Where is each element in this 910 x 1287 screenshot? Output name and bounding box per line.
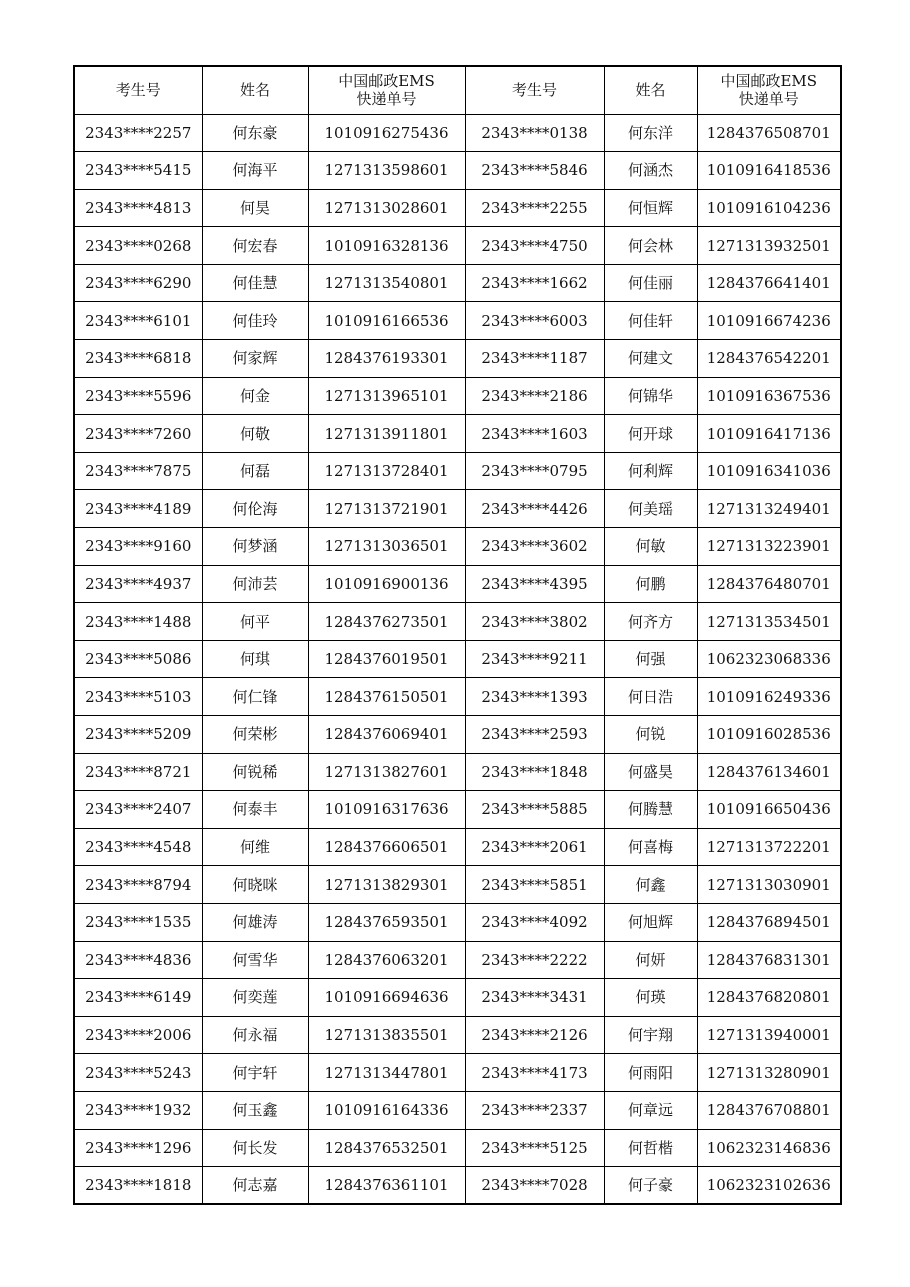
ems-number-cell-right: 1010916104236 bbox=[697, 189, 841, 227]
exam-number-cell-left: 2343****5596 bbox=[74, 377, 202, 415]
exam-number-cell-left: 2343****8721 bbox=[74, 753, 202, 791]
ems-number-cell-right: 1284376708801 bbox=[697, 1091, 841, 1129]
exam-number-cell-left: 2343****4937 bbox=[74, 565, 202, 603]
ems-number-cell-left: 1010916275436 bbox=[308, 114, 465, 152]
ems-number-cell-left: 1271313835501 bbox=[308, 1016, 465, 1054]
name-cell-left: 何梦涵 bbox=[202, 528, 308, 566]
exam-number-cell-right: 2343****2337 bbox=[465, 1091, 604, 1129]
ems-number-cell-right: 1284376820801 bbox=[697, 979, 841, 1017]
exam-number-cell-left: 2343****8794 bbox=[74, 866, 202, 904]
ems-number-cell-right: 1062323102636 bbox=[697, 1167, 841, 1205]
exam-number-cell-right: 2343****4173 bbox=[465, 1054, 604, 1092]
table-row bbox=[74, 753, 841, 791]
ems-number-cell-right: 1271313534501 bbox=[697, 603, 841, 641]
exam-number-cell-right: 2343****3431 bbox=[465, 979, 604, 1017]
header-exam-number-left: 考生号 bbox=[74, 66, 202, 114]
ems-number-cell-left: 1010916694636 bbox=[308, 979, 465, 1017]
ems-number-cell-left: 1010916166536 bbox=[308, 302, 465, 340]
table-row bbox=[74, 1016, 841, 1054]
name-cell-right: 何涵杰 bbox=[604, 152, 697, 190]
table-row bbox=[74, 1054, 841, 1092]
table-row bbox=[74, 979, 841, 1017]
ems-number-cell-right: 1284376542201 bbox=[697, 340, 841, 378]
ems-number-cell-left: 1271313028601 bbox=[308, 189, 465, 227]
exam-number-cell-right: 2343****4750 bbox=[465, 227, 604, 265]
table-row bbox=[74, 227, 841, 265]
name-cell-left: 何长发 bbox=[202, 1129, 308, 1167]
ems-number-cell-left: 1284376069401 bbox=[308, 716, 465, 754]
name-cell-right: 何佳轩 bbox=[604, 302, 697, 340]
exam-number-cell-right: 2343****2186 bbox=[465, 377, 604, 415]
ems-number-cell-right: 1010916418536 bbox=[697, 152, 841, 190]
exam-number-cell-left: 2343****1818 bbox=[74, 1167, 202, 1205]
name-cell-left: 何锐稀 bbox=[202, 753, 308, 791]
table-row bbox=[74, 903, 841, 941]
name-cell-right: 何锦华 bbox=[604, 377, 697, 415]
exam-number-cell-right: 2343****3602 bbox=[465, 528, 604, 566]
name-cell-left: 何佳玲 bbox=[202, 302, 308, 340]
name-cell-right: 何宇翔 bbox=[604, 1016, 697, 1054]
table-row bbox=[74, 114, 841, 152]
name-cell-left: 何雪华 bbox=[202, 941, 308, 979]
table-row bbox=[74, 152, 841, 190]
table-row bbox=[74, 828, 841, 866]
exam-number-cell-left: 2343****1488 bbox=[74, 603, 202, 641]
header-ems-line1: 中国邮政EMS bbox=[720, 72, 818, 91]
header-ems-line1: 中国邮政EMS bbox=[338, 72, 435, 91]
exam-number-cell-right: 2343****4092 bbox=[465, 903, 604, 941]
name-cell-right: 何喜梅 bbox=[604, 828, 697, 866]
ems-number-cell-left: 1284376361101 bbox=[308, 1167, 465, 1205]
exam-number-cell-left: 2343****4548 bbox=[74, 828, 202, 866]
exam-number-cell-left: 2343****2407 bbox=[74, 791, 202, 829]
exam-number-cell-left: 2343****9160 bbox=[74, 528, 202, 566]
ems-number-cell-right: 1010916650436 bbox=[697, 791, 841, 829]
ems-number-cell-left: 1284376193301 bbox=[308, 340, 465, 378]
table-body bbox=[74, 114, 841, 1204]
exam-number-cell-right: 2343****2126 bbox=[465, 1016, 604, 1054]
name-cell-right: 何鑫 bbox=[604, 866, 697, 904]
ems-number-cell-right: 1010916341036 bbox=[697, 452, 841, 490]
ems-number-cell-right: 1010916674236 bbox=[697, 302, 841, 340]
ems-number-cell-right: 1271313940001 bbox=[697, 1016, 841, 1054]
exam-number-cell-left: 2343****0268 bbox=[74, 227, 202, 265]
ems-number-cell-left: 1271313036501 bbox=[308, 528, 465, 566]
name-cell-right: 何建文 bbox=[604, 340, 697, 378]
name-cell-right: 何子豪 bbox=[604, 1167, 697, 1205]
name-cell-right: 何妍 bbox=[604, 941, 697, 979]
exam-number-cell-right: 2343****5851 bbox=[465, 866, 604, 904]
name-cell-left: 何雄涛 bbox=[202, 903, 308, 941]
ems-number-cell-right: 1010916367536 bbox=[697, 377, 841, 415]
name-cell-left: 何敬 bbox=[202, 415, 308, 453]
exam-number-cell-left: 2343****4813 bbox=[74, 189, 202, 227]
exam-number-cell-left: 2343****6101 bbox=[74, 302, 202, 340]
table-row bbox=[74, 1129, 841, 1167]
exam-number-cell-right: 2343****4426 bbox=[465, 490, 604, 528]
exam-number-cell-right: 2343****1603 bbox=[465, 415, 604, 453]
name-cell-left: 何泰丰 bbox=[202, 791, 308, 829]
ems-number-cell-right: 1284376480701 bbox=[697, 565, 841, 603]
table-row bbox=[74, 603, 841, 641]
exam-number-cell-left: 2343****7875 bbox=[74, 452, 202, 490]
table-row bbox=[74, 716, 841, 754]
name-cell-left: 何东豪 bbox=[202, 114, 308, 152]
exam-number-cell-left: 2343****5243 bbox=[74, 1054, 202, 1092]
ems-number-cell-right: 1271313932501 bbox=[697, 227, 841, 265]
ems-number-cell-left: 1271313911801 bbox=[308, 415, 465, 453]
ems-number-cell-right: 1062323068336 bbox=[697, 640, 841, 678]
exam-number-cell-left: 2343****6290 bbox=[74, 264, 202, 302]
name-cell-left: 何伦海 bbox=[202, 490, 308, 528]
name-cell-right: 何恒辉 bbox=[604, 189, 697, 227]
name-cell-left: 何维 bbox=[202, 828, 308, 866]
ems-number-cell-right: 1271313722201 bbox=[697, 828, 841, 866]
ems-number-cell-right: 1284376508701 bbox=[697, 114, 841, 152]
exam-number-cell-right: 2343****3802 bbox=[465, 603, 604, 641]
ems-number-cell-right: 1284376641401 bbox=[697, 264, 841, 302]
exam-number-cell-left: 2343****1932 bbox=[74, 1091, 202, 1129]
ems-number-cell-left: 1271313827601 bbox=[308, 753, 465, 791]
table-row bbox=[74, 791, 841, 829]
exam-number-cell-left: 2343****4836 bbox=[74, 941, 202, 979]
table-row bbox=[74, 941, 841, 979]
name-cell-left: 何平 bbox=[202, 603, 308, 641]
exam-number-cell-right: 2343****1393 bbox=[465, 678, 604, 716]
exam-number-cell-right: 2343****2255 bbox=[465, 189, 604, 227]
exam-number-cell-left: 2343****4189 bbox=[74, 490, 202, 528]
ems-number-cell-left: 1284376532501 bbox=[308, 1129, 465, 1167]
header-ems-right bbox=[697, 66, 841, 114]
exam-number-cell-right: 2343****1848 bbox=[465, 753, 604, 791]
ems-number-cell-left: 1284376063201 bbox=[308, 941, 465, 979]
exam-number-cell-right: 2343****0138 bbox=[465, 114, 604, 152]
ems-number-cell-left: 1271313721901 bbox=[308, 490, 465, 528]
ems-number-cell-left: 1271313447801 bbox=[308, 1054, 465, 1092]
exam-number-cell-left: 2343****5103 bbox=[74, 678, 202, 716]
ems-tracking-table bbox=[73, 65, 842, 1205]
table-row bbox=[74, 377, 841, 415]
exam-number-cell-left: 2343****1296 bbox=[74, 1129, 202, 1167]
ems-number-cell-right: 1062323146836 bbox=[697, 1129, 841, 1167]
header-ems-left bbox=[308, 66, 465, 114]
name-cell-right: 何利辉 bbox=[604, 452, 697, 490]
ems-number-cell-left: 1010916900136 bbox=[308, 565, 465, 603]
ems-number-cell-right: 1271313030901 bbox=[697, 866, 841, 904]
ems-number-cell-left: 1271313540801 bbox=[308, 264, 465, 302]
exam-number-cell-right: 2343****5846 bbox=[465, 152, 604, 190]
name-cell-right: 何鹏 bbox=[604, 565, 697, 603]
table-row bbox=[74, 415, 841, 453]
exam-number-cell-left: 2343****7260 bbox=[74, 415, 202, 453]
header-ems-line2: 快递单号 bbox=[356, 90, 417, 109]
name-cell-left: 何奕莲 bbox=[202, 979, 308, 1017]
table-row bbox=[74, 1167, 841, 1205]
ems-number-cell-right: 1284376134601 bbox=[697, 753, 841, 791]
table-row bbox=[74, 678, 841, 716]
ems-number-cell-left: 1271313829301 bbox=[308, 866, 465, 904]
ems-number-cell-right: 1010916249336 bbox=[697, 678, 841, 716]
exam-number-cell-right: 2343****1662 bbox=[465, 264, 604, 302]
ems-number-cell-left: 1271313728401 bbox=[308, 452, 465, 490]
name-cell-left: 何荣彬 bbox=[202, 716, 308, 754]
name-cell-left: 何沛芸 bbox=[202, 565, 308, 603]
ems-number-cell-right: 1271313280901 bbox=[697, 1054, 841, 1092]
ems-number-cell-left: 1284376593501 bbox=[308, 903, 465, 941]
name-cell-left: 何晓咪 bbox=[202, 866, 308, 904]
table-row bbox=[74, 565, 841, 603]
table-row bbox=[74, 264, 841, 302]
name-cell-left: 何永福 bbox=[202, 1016, 308, 1054]
table-row bbox=[74, 528, 841, 566]
table-row bbox=[74, 340, 841, 378]
exam-number-cell-left: 2343****5415 bbox=[74, 152, 202, 190]
exam-number-cell-right: 2343****2222 bbox=[465, 941, 604, 979]
ems-number-cell-left: 1284376606501 bbox=[308, 828, 465, 866]
name-cell-right: 何佳丽 bbox=[604, 264, 697, 302]
ems-number-cell-left: 1271313598601 bbox=[308, 152, 465, 190]
name-cell-left: 何琪 bbox=[202, 640, 308, 678]
name-cell-right: 何雨阳 bbox=[604, 1054, 697, 1092]
ems-number-cell-left: 1010916164336 bbox=[308, 1091, 465, 1129]
name-cell-right: 何美瑶 bbox=[604, 490, 697, 528]
name-cell-right: 何盛昊 bbox=[604, 753, 697, 791]
name-cell-left: 何宏春 bbox=[202, 227, 308, 265]
name-cell-right: 何敏 bbox=[604, 528, 697, 566]
name-cell-right: 何齐方 bbox=[604, 603, 697, 641]
ems-number-cell-left: 1284376273501 bbox=[308, 603, 465, 641]
exam-number-cell-right: 2343****9211 bbox=[465, 640, 604, 678]
ems-number-cell-left: 1284376019501 bbox=[308, 640, 465, 678]
name-cell-right: 何开球 bbox=[604, 415, 697, 453]
name-cell-left: 何仁锋 bbox=[202, 678, 308, 716]
exam-number-cell-left: 2343****5209 bbox=[74, 716, 202, 754]
name-cell-right: 何日浩 bbox=[604, 678, 697, 716]
table-row bbox=[74, 490, 841, 528]
table-row bbox=[74, 640, 841, 678]
name-cell-right: 何瑛 bbox=[604, 979, 697, 1017]
table-row bbox=[74, 452, 841, 490]
name-cell-left: 何家辉 bbox=[202, 340, 308, 378]
ems-number-cell-right: 1010916028536 bbox=[697, 716, 841, 754]
ems-number-cell-left: 1010916328136 bbox=[308, 227, 465, 265]
name-cell-right: 何腾慧 bbox=[604, 791, 697, 829]
exam-number-cell-right: 2343****6003 bbox=[465, 302, 604, 340]
name-cell-right: 何会林 bbox=[604, 227, 697, 265]
exam-number-cell-right: 2343****5885 bbox=[465, 791, 604, 829]
header-exam-number-right: 考生号 bbox=[465, 66, 604, 114]
name-cell-left: 何金 bbox=[202, 377, 308, 415]
ems-number-cell-right: 1271313249401 bbox=[697, 490, 841, 528]
name-cell-right: 何旭辉 bbox=[604, 903, 697, 941]
name-cell-right: 何东洋 bbox=[604, 114, 697, 152]
name-cell-left: 何佳慧 bbox=[202, 264, 308, 302]
name-cell-left: 何宇轩 bbox=[202, 1054, 308, 1092]
exam-number-cell-right: 2343****2061 bbox=[465, 828, 604, 866]
table-row bbox=[74, 189, 841, 227]
name-cell-right: 何哲楷 bbox=[604, 1129, 697, 1167]
exam-number-cell-left: 2343****6818 bbox=[74, 340, 202, 378]
ems-number-cell-right: 1271313223901 bbox=[697, 528, 841, 566]
header-row bbox=[74, 66, 841, 114]
name-cell-left: 何昊 bbox=[202, 189, 308, 227]
exam-number-cell-left: 2343****6149 bbox=[74, 979, 202, 1017]
exam-number-cell-right: 2343****7028 bbox=[465, 1167, 604, 1205]
header-name-right: 姓名 bbox=[604, 66, 697, 114]
table-header bbox=[74, 66, 841, 114]
table-row bbox=[74, 302, 841, 340]
ems-number-cell-right: 1284376894501 bbox=[697, 903, 841, 941]
exam-number-cell-left: 2343****5086 bbox=[74, 640, 202, 678]
name-cell-left: 何磊 bbox=[202, 452, 308, 490]
exam-number-cell-left: 2343****1535 bbox=[74, 903, 202, 941]
exam-number-cell-left: 2343****2006 bbox=[74, 1016, 202, 1054]
name-cell-left: 何玉鑫 bbox=[202, 1091, 308, 1129]
exam-number-cell-right: 2343****0795 bbox=[465, 452, 604, 490]
name-cell-left: 何海平 bbox=[202, 152, 308, 190]
exam-number-cell-right: 2343****5125 bbox=[465, 1129, 604, 1167]
name-cell-right: 何强 bbox=[604, 640, 697, 678]
name-cell-left: 何志嘉 bbox=[202, 1167, 308, 1205]
exam-number-cell-right: 2343****1187 bbox=[465, 340, 604, 378]
ems-number-cell-left: 1284376150501 bbox=[308, 678, 465, 716]
name-cell-right: 何锐 bbox=[604, 716, 697, 754]
header-name-left: 姓名 bbox=[202, 66, 308, 114]
ems-number-cell-left: 1271313965101 bbox=[308, 377, 465, 415]
table-row bbox=[74, 1091, 841, 1129]
name-cell-right: 何章远 bbox=[604, 1091, 697, 1129]
table-row bbox=[74, 866, 841, 904]
exam-number-cell-left: 2343****2257 bbox=[74, 114, 202, 152]
ems-number-cell-right: 1284376831301 bbox=[697, 941, 841, 979]
ems-number-cell-right: 1010916417136 bbox=[697, 415, 841, 453]
header-ems-line2: 快递单号 bbox=[738, 90, 799, 109]
exam-number-cell-right: 2343****2593 bbox=[465, 716, 604, 754]
ems-number-cell-left: 1010916317636 bbox=[308, 791, 465, 829]
exam-number-cell-right: 2343****4395 bbox=[465, 565, 604, 603]
